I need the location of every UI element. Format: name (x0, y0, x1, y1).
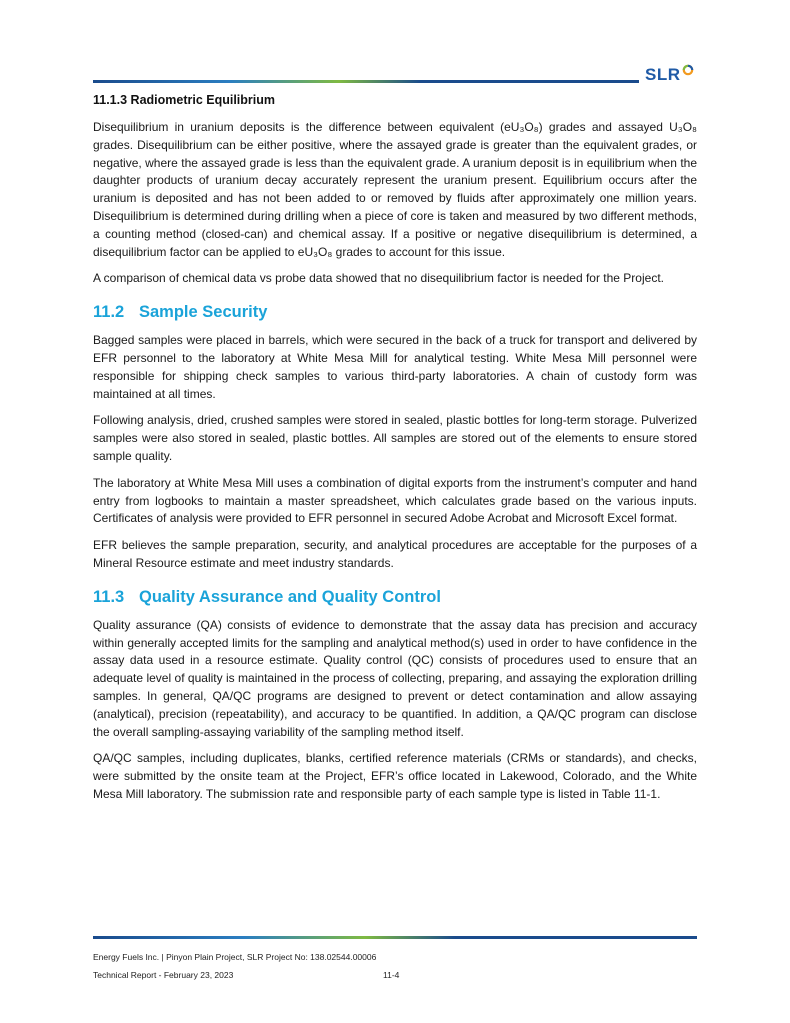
paragraph: Following analysis, dried, crushed samples were stored in sealed, plastic bottles for long-term storage. Pulverized samples were also stored in sealed, plastic bottles. All samples are stored out of the elements to ensure stored sample quality. (93, 413, 697, 463)
paragraph: Bagged samples were placed in barrels, which were secured in the back of a truck for transport and delivered by EFR personnel to the laboratory at White Mesa Mill for analytical testing. White Mesa Mill personnel were responsible for shipping check samples to various third-party laboratories. A chain of custody form was maintained at all times. (93, 333, 697, 401)
subsection-heading-radiometric-equilibrium: 11.1.3 Radiometric Equilibrium (93, 93, 276, 107)
section-title: Sample Security (139, 303, 268, 322)
page-number: 11-4 (383, 970, 400, 980)
page-content (93, 93, 697, 813)
footer-rule (93, 936, 697, 939)
paragraph: Disequilibrium in uranium deposits is the difference between equivalent (eU₃O₈) grades and assayed U₃O₈ grades. Disequilibrium can be either positive, where the assayed grade is greater than the equivalent grades, or negative, where the assayed grade is less than the equivalent grade. A uranium deposit is in equilibrium when the daughter products of uranium decay accurately represent the uranium present. Equilibrium occurs after the uranium is deposited and has not been added to or removed by fluids after approximately one million years. Disequilibrium is determined during drilling when a piece of core is taken and measured by two different methods, a counting method (closed-can) and chemical assay. If a positive or negative disequilibrium is determined, a disequilibrium factor can be applied to eU₃O₈ grades to account for this issue. (93, 120, 697, 259)
paragraph: QA/QC samples, including duplicates, blanks, certified reference materials (CRMs or standards), and checks, were submitted by the onsite team at the Project, EFR’s office located in Lakewood, Colorado, and the White Mesa Mill laboratory. The submission rate and responsible party of each sample type is listed in Table 11-1. (93, 751, 697, 801)
section-title: Quality Assurance and Quality Control (139, 587, 441, 606)
paragraph: EFR believes the sample preparation, security, and analytical procedures are acceptable for the purposes of a Mineral Resource estimate and meet industry standards. (93, 538, 697, 570)
logo-text: SLR (645, 65, 681, 84)
slr-logo (645, 64, 694, 86)
section-heading-sample-security (93, 302, 697, 322)
logo-swirl-icon (682, 64, 694, 76)
footer-report-date: Technical Report - February 23, 2023 (93, 970, 234, 980)
section-heading-qaqc (93, 587, 697, 607)
paragraph: A comparison of chemical data vs probe data showed that no disequilibrium factor is needed for the Project. (93, 271, 664, 286)
section-number: 11.3 (93, 587, 125, 606)
footer-project-line: Energy Fuels Inc. | Pinyon Plain Project, SLR Project No: 138.02544.00006 (93, 952, 377, 962)
header-rule (93, 80, 639, 83)
page-footer (93, 948, 697, 984)
paragraph: The laboratory at White Mesa Mill uses a combination of digital exports from the instrument’s computer and hand entry from logbooks to maintain a master spreadsheet, which calculates grade based on the various inputs. Certificates of analysis were provided to EFR personnel in secured Adobe Acrobat and Microsoft Excel format. (93, 475, 697, 526)
section-number: 11.2 (93, 303, 125, 322)
paragraph: Quality assurance (QA) consists of evidence to demonstrate that the assay data has precision and accuracy within generally accepted limits for the sampling and analytical method(s) used in order to have confidence in the assay data used in a resource estimate. Quality control (QC) consists of procedures used to ensure that an adequate level of quality is maintained in the process of collecting, preparing, and assaying the exploration drilling samples. In general, QA/QC programs are designed to prevent or detect contamination and allow assaying (analytical), precision (repeatability), and accuracy to be quantified. In addition, a QA/QC program can disclose the overall sampling-assaying variability of the sampling method itself. (93, 617, 697, 739)
